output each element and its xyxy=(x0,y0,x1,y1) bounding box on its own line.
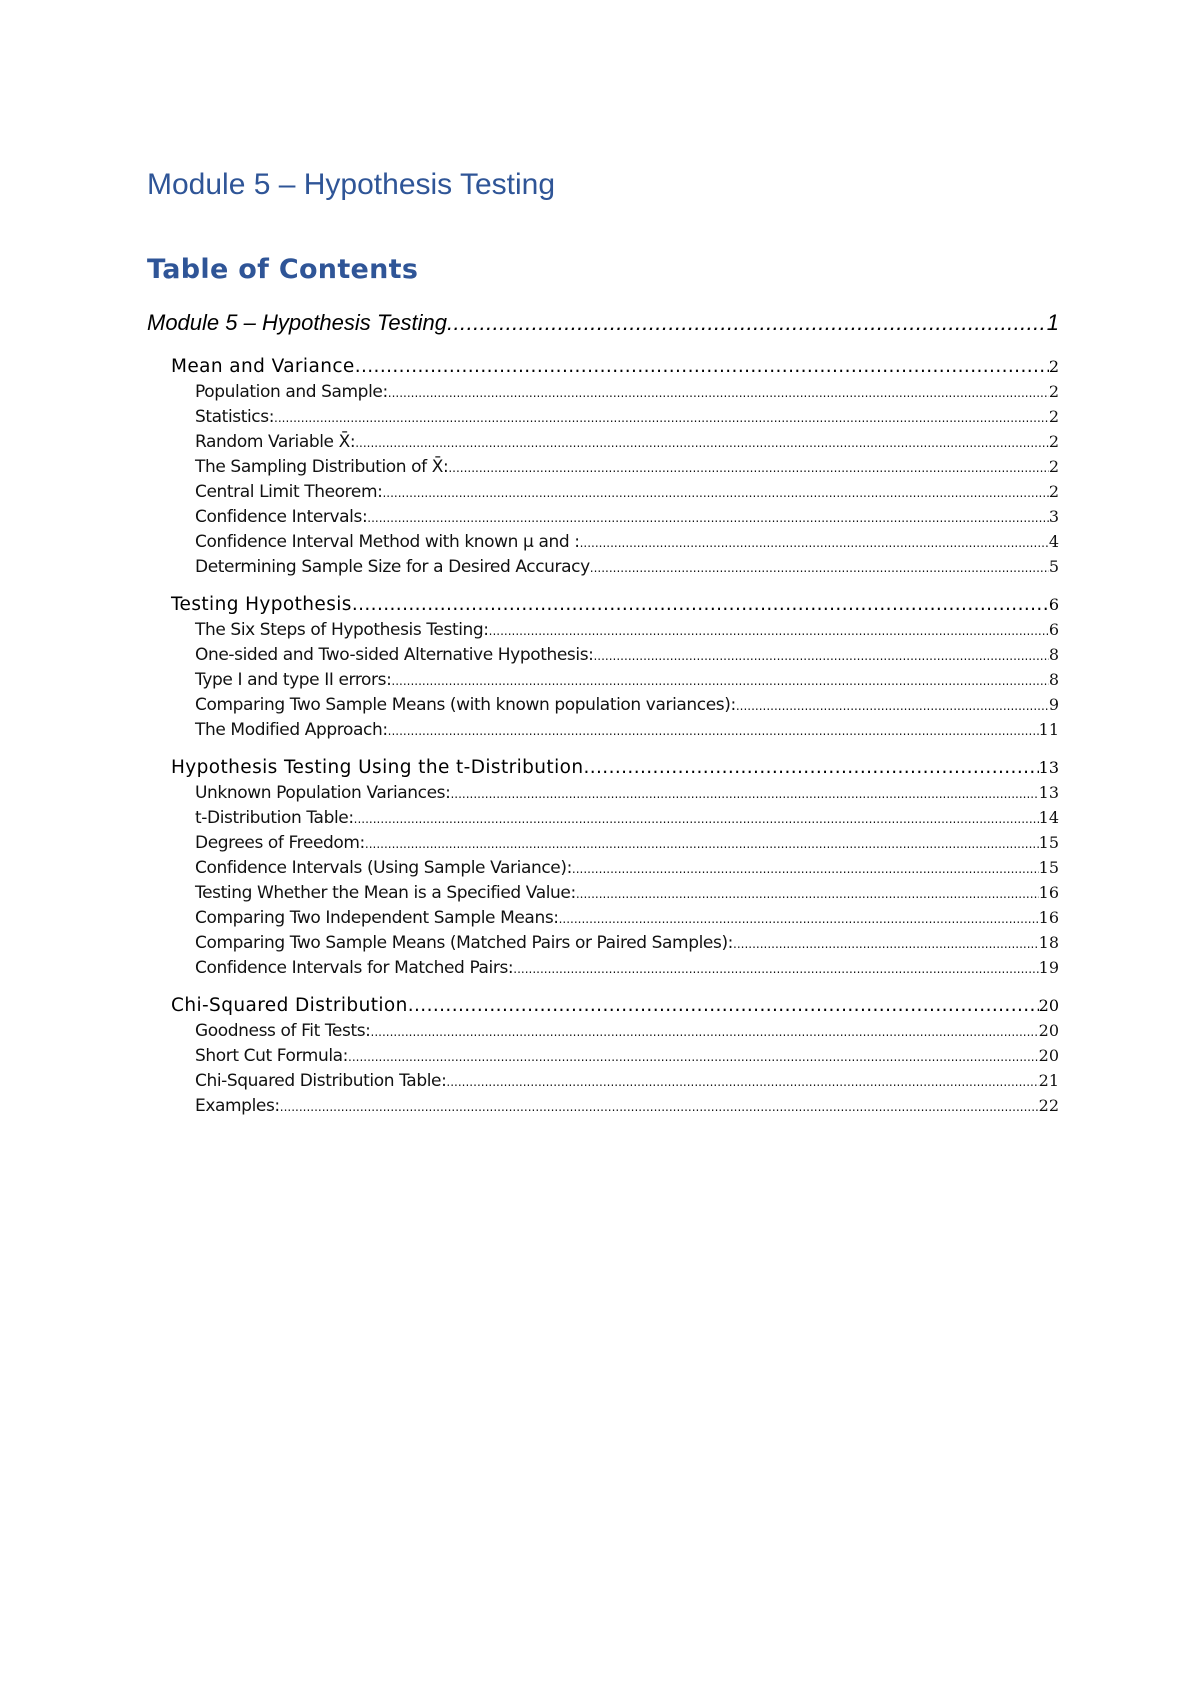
toc-entry-subsection[interactable] xyxy=(147,1068,1059,1093)
toc-leader-dots xyxy=(352,592,1049,617)
toc-entry-subsection[interactable] xyxy=(147,905,1059,930)
toc-entry-label: Random Variable X̄: xyxy=(195,432,356,452)
toc-leader-dots xyxy=(365,832,1039,855)
toc-entry-subsection[interactable] xyxy=(147,617,1059,642)
toc-entry-label: Population and Sample: xyxy=(195,382,388,402)
toc-entry-label: Confidence Interval Method with known μ and : xyxy=(195,532,580,552)
toc-entry-label: Comparing Two Sample Means (Matched Pairs or Paired Samples): xyxy=(195,933,734,953)
toc-entry-label: Statistics: xyxy=(195,407,275,427)
toc-leader-dots xyxy=(355,354,1049,379)
toc-page-number: 20 xyxy=(1038,1046,1059,1065)
toc-leader-dots xyxy=(391,669,1048,692)
toc-entry-label: Goodness of Fit Tests: xyxy=(195,1021,371,1041)
toc-entry-subsection[interactable] xyxy=(147,855,1059,880)
toc-leader-dots xyxy=(447,308,1047,338)
toc-page-number: 18 xyxy=(1038,933,1059,952)
toc-leader-dots xyxy=(408,993,1039,1018)
toc-page-number: 6 xyxy=(1048,620,1059,639)
toc-entry-module[interactable] xyxy=(147,308,1059,338)
toc-entry-subsection[interactable] xyxy=(147,717,1059,742)
toc-page-number: 1 xyxy=(1046,310,1059,335)
toc-entry-subsection[interactable] xyxy=(147,642,1059,667)
toc-leader-dots xyxy=(371,1020,1039,1043)
toc-entry-subsection[interactable] xyxy=(147,504,1059,529)
toc-page-number: 9 xyxy=(1048,695,1059,714)
toc-entry-subsection[interactable] xyxy=(147,554,1059,579)
page-title: Module 5 – Hypothesis Testing xyxy=(147,168,556,201)
toc-page-number: 20 xyxy=(1038,996,1059,1015)
toc-sections xyxy=(147,354,1059,1118)
toc-entry-label: The Six Steps of Hypothesis Testing: xyxy=(195,620,489,640)
toc-entry-subsection[interactable] xyxy=(147,780,1059,805)
toc-page-number: 15 xyxy=(1038,833,1059,852)
toc-page-number: 15 xyxy=(1038,858,1059,877)
toc-leader-dots xyxy=(583,755,1038,780)
toc-entry-label: Central Limit Theorem: xyxy=(195,482,383,502)
toc-entry-label: Chi-Squared Distribution Table: xyxy=(195,1071,447,1091)
toc-entry-subsection[interactable] xyxy=(147,930,1059,955)
toc-entry-subsection[interactable] xyxy=(147,667,1059,692)
toc-entry-label: The Sampling Distribution of X̄: xyxy=(195,457,449,477)
toc-page-number: 21 xyxy=(1038,1071,1059,1090)
toc-entry-label: Type I and type II errors: xyxy=(195,670,392,690)
toc-entry-label: Examples: xyxy=(195,1096,280,1116)
toc-entry-subsection[interactable] xyxy=(147,454,1059,479)
toc-entry-subsection[interactable] xyxy=(147,692,1059,717)
toc-entry-subsection[interactable] xyxy=(147,1018,1059,1043)
toc-page-number: 11 xyxy=(1038,720,1059,739)
toc-leader-dots xyxy=(274,406,1049,429)
toc-page-number: 4 xyxy=(1048,532,1059,551)
toc-entry-subsection[interactable] xyxy=(147,830,1059,855)
toc-page-number: 13 xyxy=(1038,783,1059,802)
toc-entry-section[interactable] xyxy=(147,993,1059,1018)
toc-page-number: 2 xyxy=(1048,457,1059,476)
toc-page-number: 20 xyxy=(1038,1021,1059,1040)
table-of-contents xyxy=(147,308,1059,1131)
toc-entry-section[interactable] xyxy=(147,592,1059,617)
toc-page-number: 22 xyxy=(1038,1096,1059,1115)
toc-section xyxy=(147,993,1059,1118)
toc-entry-subsection[interactable] xyxy=(147,1093,1059,1118)
toc-section xyxy=(147,755,1059,980)
toc-page-number: 13 xyxy=(1038,758,1059,777)
toc-section xyxy=(147,354,1059,579)
toc-page-number: 16 xyxy=(1038,883,1059,902)
toc-leader-dots xyxy=(355,431,1049,454)
toc-page-number: 16 xyxy=(1038,908,1059,927)
toc-leader-dots xyxy=(572,857,1039,880)
toc-page-number: 2 xyxy=(1048,382,1059,401)
toc-entry-label: Determining Sample Size for a Desired Accuracy xyxy=(195,557,590,577)
toc-leader-dots xyxy=(576,882,1039,905)
toc-entry-label: The Modified Approach: xyxy=(195,720,388,740)
toc-leader-dots xyxy=(354,807,1039,830)
toc-page-number: 2 xyxy=(1048,407,1059,426)
toc-entry-label: Comparing Two Independent Sample Means: xyxy=(195,908,559,928)
toc-entry-label: Chi-Squared Distribution xyxy=(171,995,408,1016)
toc-leader-dots xyxy=(348,1045,1039,1068)
toc-page-number: 5 xyxy=(1048,557,1059,576)
toc-entry-subsection[interactable] xyxy=(147,1043,1059,1068)
toc-entry-subsection[interactable] xyxy=(147,805,1059,830)
toc-entry-label: Confidence Intervals: xyxy=(195,507,368,527)
toc-leader-dots xyxy=(382,481,1048,504)
toc-entry-label: Module 5 – Hypothesis Testing xyxy=(147,310,448,335)
toc-entry-label: Degrees of Freedom: xyxy=(195,833,365,853)
toc-page-number: 8 xyxy=(1048,645,1059,664)
toc-section xyxy=(147,592,1059,742)
toc-leader-dots xyxy=(280,1095,1039,1118)
toc-leader-dots xyxy=(446,1070,1038,1093)
toc-page-number: 14 xyxy=(1038,808,1059,827)
toc-leader-dots xyxy=(489,619,1049,642)
toc-entry-label: Comparing Two Sample Means (with known population variances): xyxy=(195,695,736,715)
toc-entry-label: Hypothesis Testing Using the t-Distribution xyxy=(171,757,584,778)
toc-leader-dots xyxy=(367,506,1049,529)
toc-entry-section[interactable] xyxy=(147,755,1059,780)
toc-leader-dots xyxy=(590,556,1049,579)
toc-entry-label: Testing Hypothesis xyxy=(171,594,352,615)
toc-leader-dots xyxy=(448,456,1048,479)
toc-entry-subsection[interactable] xyxy=(147,955,1059,980)
toc-page-number: 2 xyxy=(1048,482,1059,501)
toc-leader-dots xyxy=(450,782,1038,805)
toc-heading: Table of Contents xyxy=(147,254,419,285)
toc-entry-subsection[interactable] xyxy=(147,479,1059,504)
toc-page-number: 6 xyxy=(1048,595,1059,614)
toc-leader-dots xyxy=(593,644,1048,667)
toc-leader-dots xyxy=(388,381,1049,404)
toc-leader-dots xyxy=(559,907,1039,930)
toc-entry-subsection[interactable] xyxy=(147,880,1059,905)
toc-entry-label: Testing Whether the Mean is a Specified Value: xyxy=(195,883,576,903)
toc-leader-dots xyxy=(580,531,1049,554)
toc-entry-label: Confidence Intervals (Using Sample Variance): xyxy=(195,858,572,878)
toc-entry-subsection[interactable] xyxy=(147,404,1059,429)
toc-entry-subsection[interactable] xyxy=(147,529,1059,554)
toc-entry-label: Mean and Variance xyxy=(171,356,355,377)
toc-entry-label: Unknown Population Variances: xyxy=(195,783,451,803)
toc-page-number: 3 xyxy=(1048,507,1059,526)
toc-page-number: 2 xyxy=(1048,432,1059,451)
toc-page-number: 19 xyxy=(1038,958,1059,977)
toc-page-number: 8 xyxy=(1048,670,1059,689)
toc-page-number: 2 xyxy=(1048,357,1059,376)
toc-entry-section[interactable] xyxy=(147,354,1059,379)
toc-entry-label: t-Distribution Table: xyxy=(195,808,354,828)
toc-entry-label: Confidence Intervals for Matched Pairs: xyxy=(195,958,514,978)
toc-entry-label: One-sided and Two-sided Alternative Hypothesis: xyxy=(195,645,594,665)
toc-leader-dots xyxy=(388,719,1039,742)
toc-entry-label: Short Cut Formula: xyxy=(195,1046,349,1066)
toc-leader-dots xyxy=(736,694,1049,717)
toc-entry-subsection[interactable] xyxy=(147,379,1059,404)
toc-entry-subsection[interactable] xyxy=(147,429,1059,454)
toc-leader-dots xyxy=(733,932,1039,955)
toc-leader-dots xyxy=(513,957,1038,980)
